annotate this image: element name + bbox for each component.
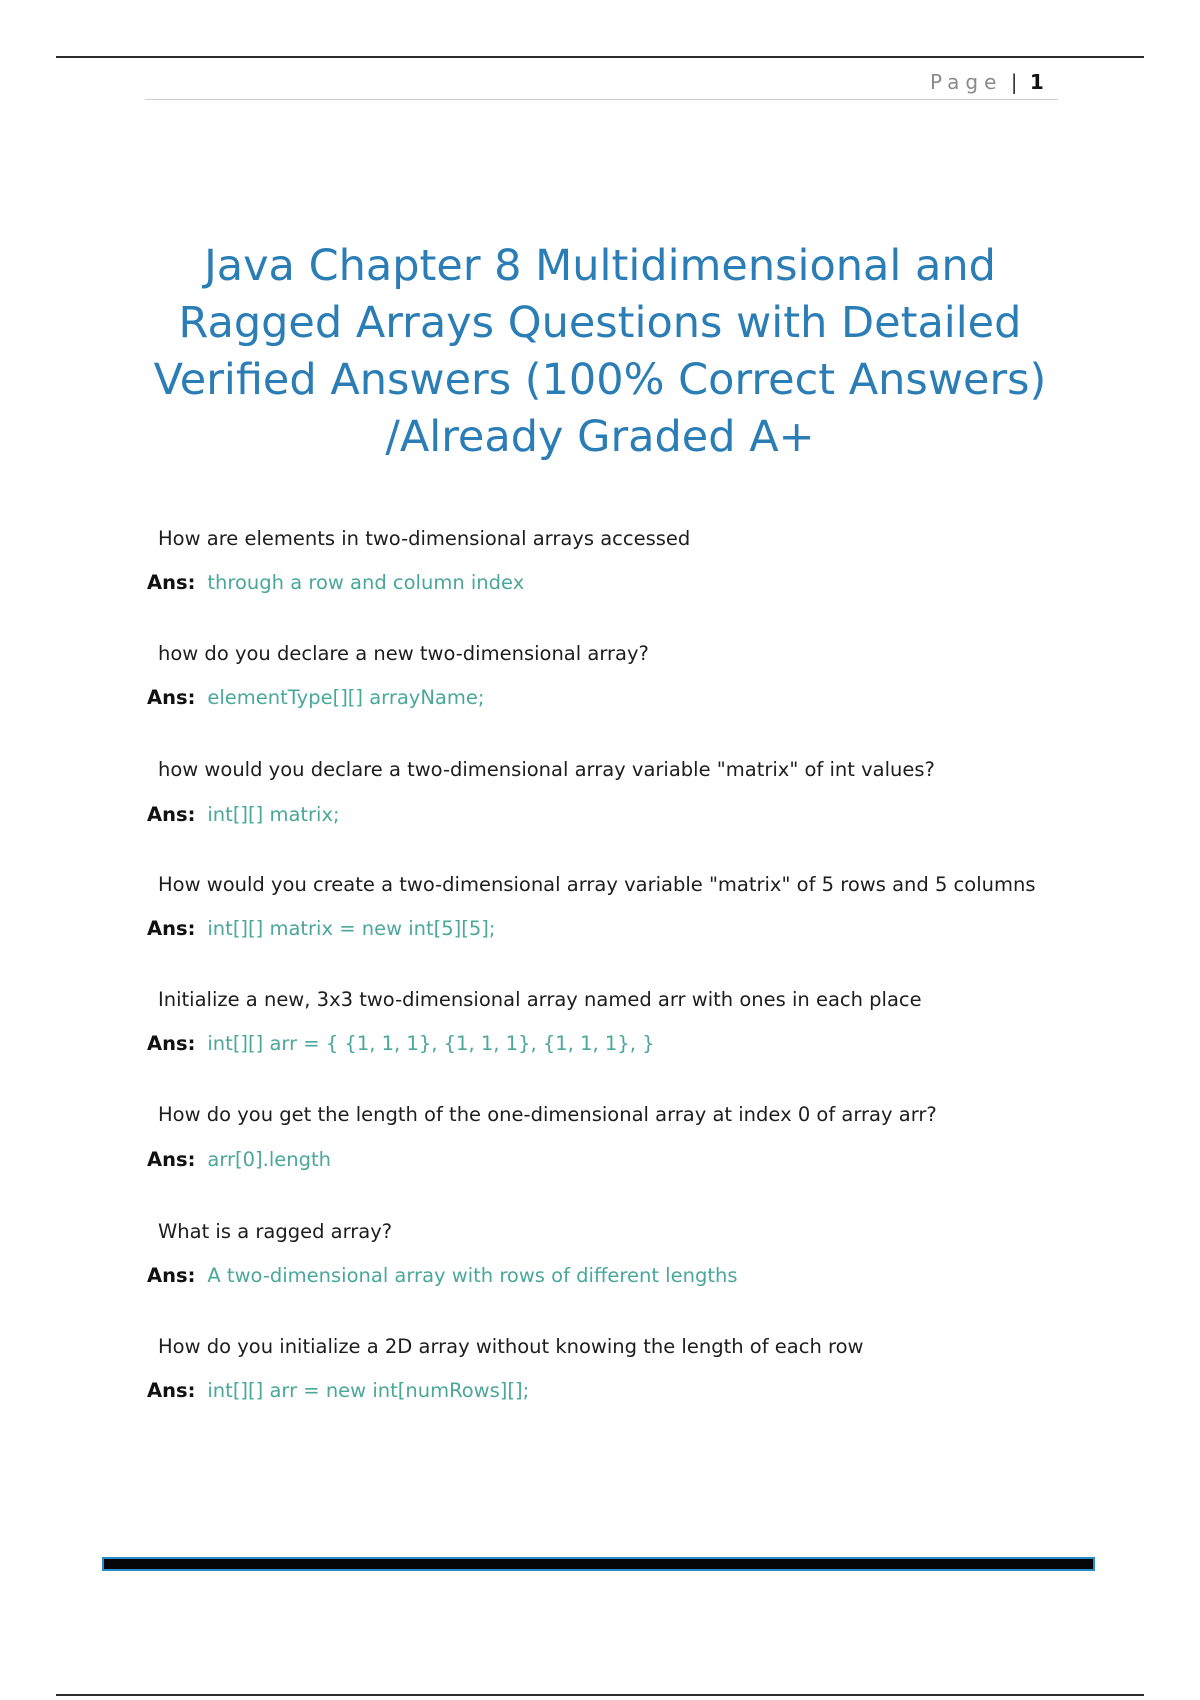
answer-text: int[][] matrix = new int[5][5]; (207, 917, 496, 940)
answer-label: Ans: (147, 1032, 196, 1055)
answer-text: A two-dimensional array with rows of different lengths (207, 1264, 738, 1287)
answer-label: Ans: (147, 571, 196, 594)
top-rule (56, 56, 1144, 58)
answer-text: int[][] matrix; (207, 803, 340, 826)
question-8: How do you initialize a 2D array without knowing the length of each row (158, 1335, 864, 1358)
question-1: How are elements in two-dimensional arrays accessed (158, 527, 691, 550)
answer-text: through a row and column index (207, 571, 525, 594)
header-rule (145, 99, 1058, 100)
page-number-header (930, 70, 1044, 94)
answer-text: elementType[][] arrayName; (207, 686, 485, 709)
answer-2 (147, 686, 484, 709)
answer-label: Ans: (147, 917, 196, 940)
answer-3 (147, 803, 340, 826)
answer-text: int[][] arr = { {1, 1, 1}, {1, 1, 1}, {1, 1, 1}, } (207, 1032, 655, 1055)
answer-label: Ans: (147, 686, 196, 709)
answer-text: int[][] arr = new int[numRows][]; (207, 1379, 530, 1402)
footer-bar (102, 1557, 1095, 1571)
answer-text: arr[0].length (207, 1148, 332, 1171)
answer-label: Ans: (147, 1379, 196, 1402)
page-label: Page (930, 70, 1003, 94)
answer-7 (147, 1264, 737, 1287)
answer-4 (147, 917, 495, 940)
question-4: How would you create a two-dimensional array variable "matrix" of 5 rows and 5 columns (158, 873, 1036, 896)
question-7: What is a ragged array? (158, 1220, 393, 1243)
answer-5 (147, 1032, 655, 1055)
document-title: Java Chapter 8 Multidimensional and Ragged Arrays Questions with Detailed Verified Answers (100% Correct Answers) /Already Graded A+ (153, 241, 1047, 462)
question-6: How do you get the length of the one-dimensional array at index 0 of array arr? (158, 1103, 937, 1126)
bottom-rule (56, 1694, 1144, 1696)
answer-6 (147, 1148, 331, 1171)
question-5: Initialize a new, 3x3 two-dimensional array named arr with ones in each place (158, 988, 922, 1011)
answer-label: Ans: (147, 1264, 196, 1287)
answer-1 (147, 571, 524, 594)
question-3: how would you declare a two-dimensional array variable "matrix" of int values? (158, 758, 935, 781)
page-number: 1 (1029, 70, 1044, 94)
page-separator: | (1010, 70, 1018, 94)
answer-8 (147, 1379, 529, 1402)
question-2: how do you declare a new two-dimensional array? (158, 642, 649, 665)
answer-label: Ans: (147, 803, 196, 826)
answer-label: Ans: (147, 1148, 196, 1171)
